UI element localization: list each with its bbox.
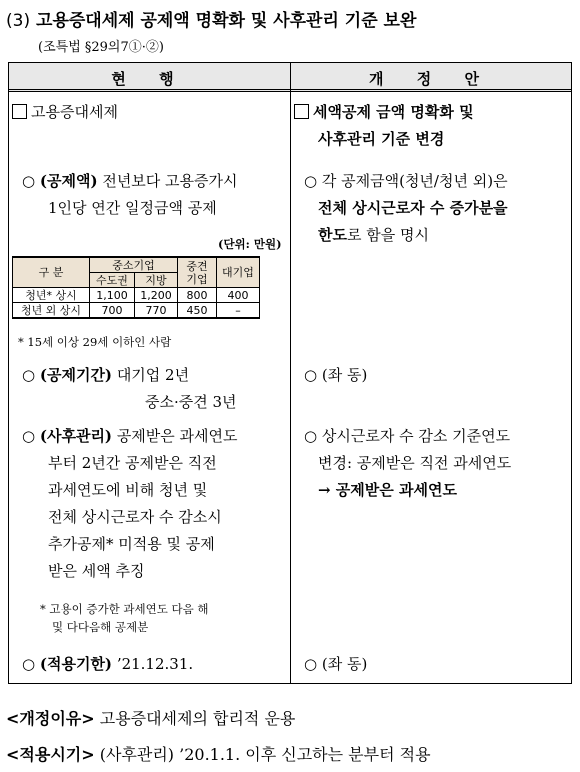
deduction-rate-table xyxy=(12,256,260,319)
header-revised: 개 정 안 xyxy=(369,70,493,88)
rate-table-mid-header: 중견 기업 xyxy=(178,257,217,288)
bullet-circle-icon: ○ xyxy=(304,427,318,445)
revision-reason xyxy=(6,706,295,729)
table-footnote: * 15세 이상 29세 이하인 사람 xyxy=(18,335,172,349)
rate-table-category-header: 구 분 xyxy=(13,257,90,288)
effective-date xyxy=(6,742,431,765)
post-line: 추가공제* 미적용 및 공제 xyxy=(48,535,215,553)
section-heading xyxy=(6,6,416,31)
bullet-circle-icon: ○ xyxy=(22,655,36,673)
rate-table-metro-header: 수도권 xyxy=(90,273,135,288)
current-section-title: 고용증대세제 xyxy=(12,100,118,124)
checkbox-square-icon xyxy=(12,104,27,119)
rate-table-large-header: 대기업 xyxy=(217,257,260,288)
revised-item-baseline-line3: → 공제받은 과세연도 xyxy=(318,481,457,499)
unit-label: (단위: 만원) xyxy=(218,237,282,251)
bullet-circle-icon: ○ xyxy=(22,172,36,190)
post-line: 전체 상시근로자 수 감소시 xyxy=(48,508,222,526)
effective-date-label: <적용시기> xyxy=(6,745,95,764)
current-deduction: ○ (공제액) 전년보다 고용증가시 xyxy=(22,172,238,190)
rate-table-local-header: 지방 xyxy=(135,273,178,288)
bullet-circle-icon: ○ xyxy=(22,366,36,384)
effective-date-text: (사후관리) ’20.1.1. 이후 신고하는 분부터 적용 xyxy=(99,745,431,764)
header-current: 현 행 xyxy=(111,70,188,88)
revision-reason-text: 고용증대세제의 합리적 운용 xyxy=(99,709,296,728)
revised-item-baseline-line2: 변경: 공제받은 직전 과세연도 xyxy=(318,454,512,472)
law-reference: (조특법 §29의7①·②) xyxy=(38,40,164,55)
table-row: 청년* 상시 1,100 1,200 800 400 xyxy=(13,288,260,303)
revised-title-line2: 사후관리 기준 변경 xyxy=(318,130,445,148)
current-period: ○ (공제기간) 대기업 2년 xyxy=(22,366,190,384)
section-title: 고용증대세제 공제액 명확화 및 사후관리 기준 보완 xyxy=(36,11,417,31)
current-deduction-line2: 1인당 연간 일정금액 공제 xyxy=(48,199,217,217)
bullet-circle-icon: ○ xyxy=(304,366,318,384)
current-post-management: ○ (사후관리) 공제받은 과세연도 xyxy=(22,427,238,445)
revised-same-expiry: ○ (좌 동) xyxy=(304,655,368,673)
bullet-circle-icon: ○ xyxy=(22,427,36,445)
revision-reason-label: <개정이유> xyxy=(6,709,95,728)
bullet-circle-icon: ○ xyxy=(304,172,318,190)
rate-table-sme-header: 중소기업 xyxy=(90,257,178,273)
bullet-circle-icon: ○ xyxy=(304,655,318,673)
post-line: 과세연도에 비해 청년 및 xyxy=(48,481,208,499)
revised-same-period: ○ (좌 동) xyxy=(304,366,368,384)
table-row: 청년 외 상시 700 770 450 – xyxy=(13,303,260,319)
post-footnote: * 고용이 증가한 과세연도 다음 해 xyxy=(40,602,209,616)
current-expiry: ○ (적용기한) ’21.12.31. xyxy=(22,655,194,673)
checkbox-square-icon xyxy=(294,104,309,119)
current-period-line2: 중소·중견 3년 xyxy=(145,393,237,411)
post-line: 부터 2년간 공제받은 직전 xyxy=(48,454,217,472)
post-footnote-line2: 및 다다음해 공제분 xyxy=(52,620,149,634)
column-divider xyxy=(290,63,291,683)
revised-item-baseline: ○ 상시근로자 수 감소 기준연도 xyxy=(304,427,511,445)
revised-item-amount-line2: 전체 상시근로자 수 증가분을 xyxy=(318,199,508,217)
post-line: 받은 세액 추징 xyxy=(48,562,145,580)
section-number: (3) xyxy=(6,11,31,31)
revised-item-amount: ○ 각 공제금액(청년/청년 외)은 xyxy=(304,172,508,190)
revised-item-amount-line3: 한도로 함을 명시 xyxy=(318,226,429,244)
revised-title: 세액공제 금액 명확화 및 xyxy=(294,100,474,124)
